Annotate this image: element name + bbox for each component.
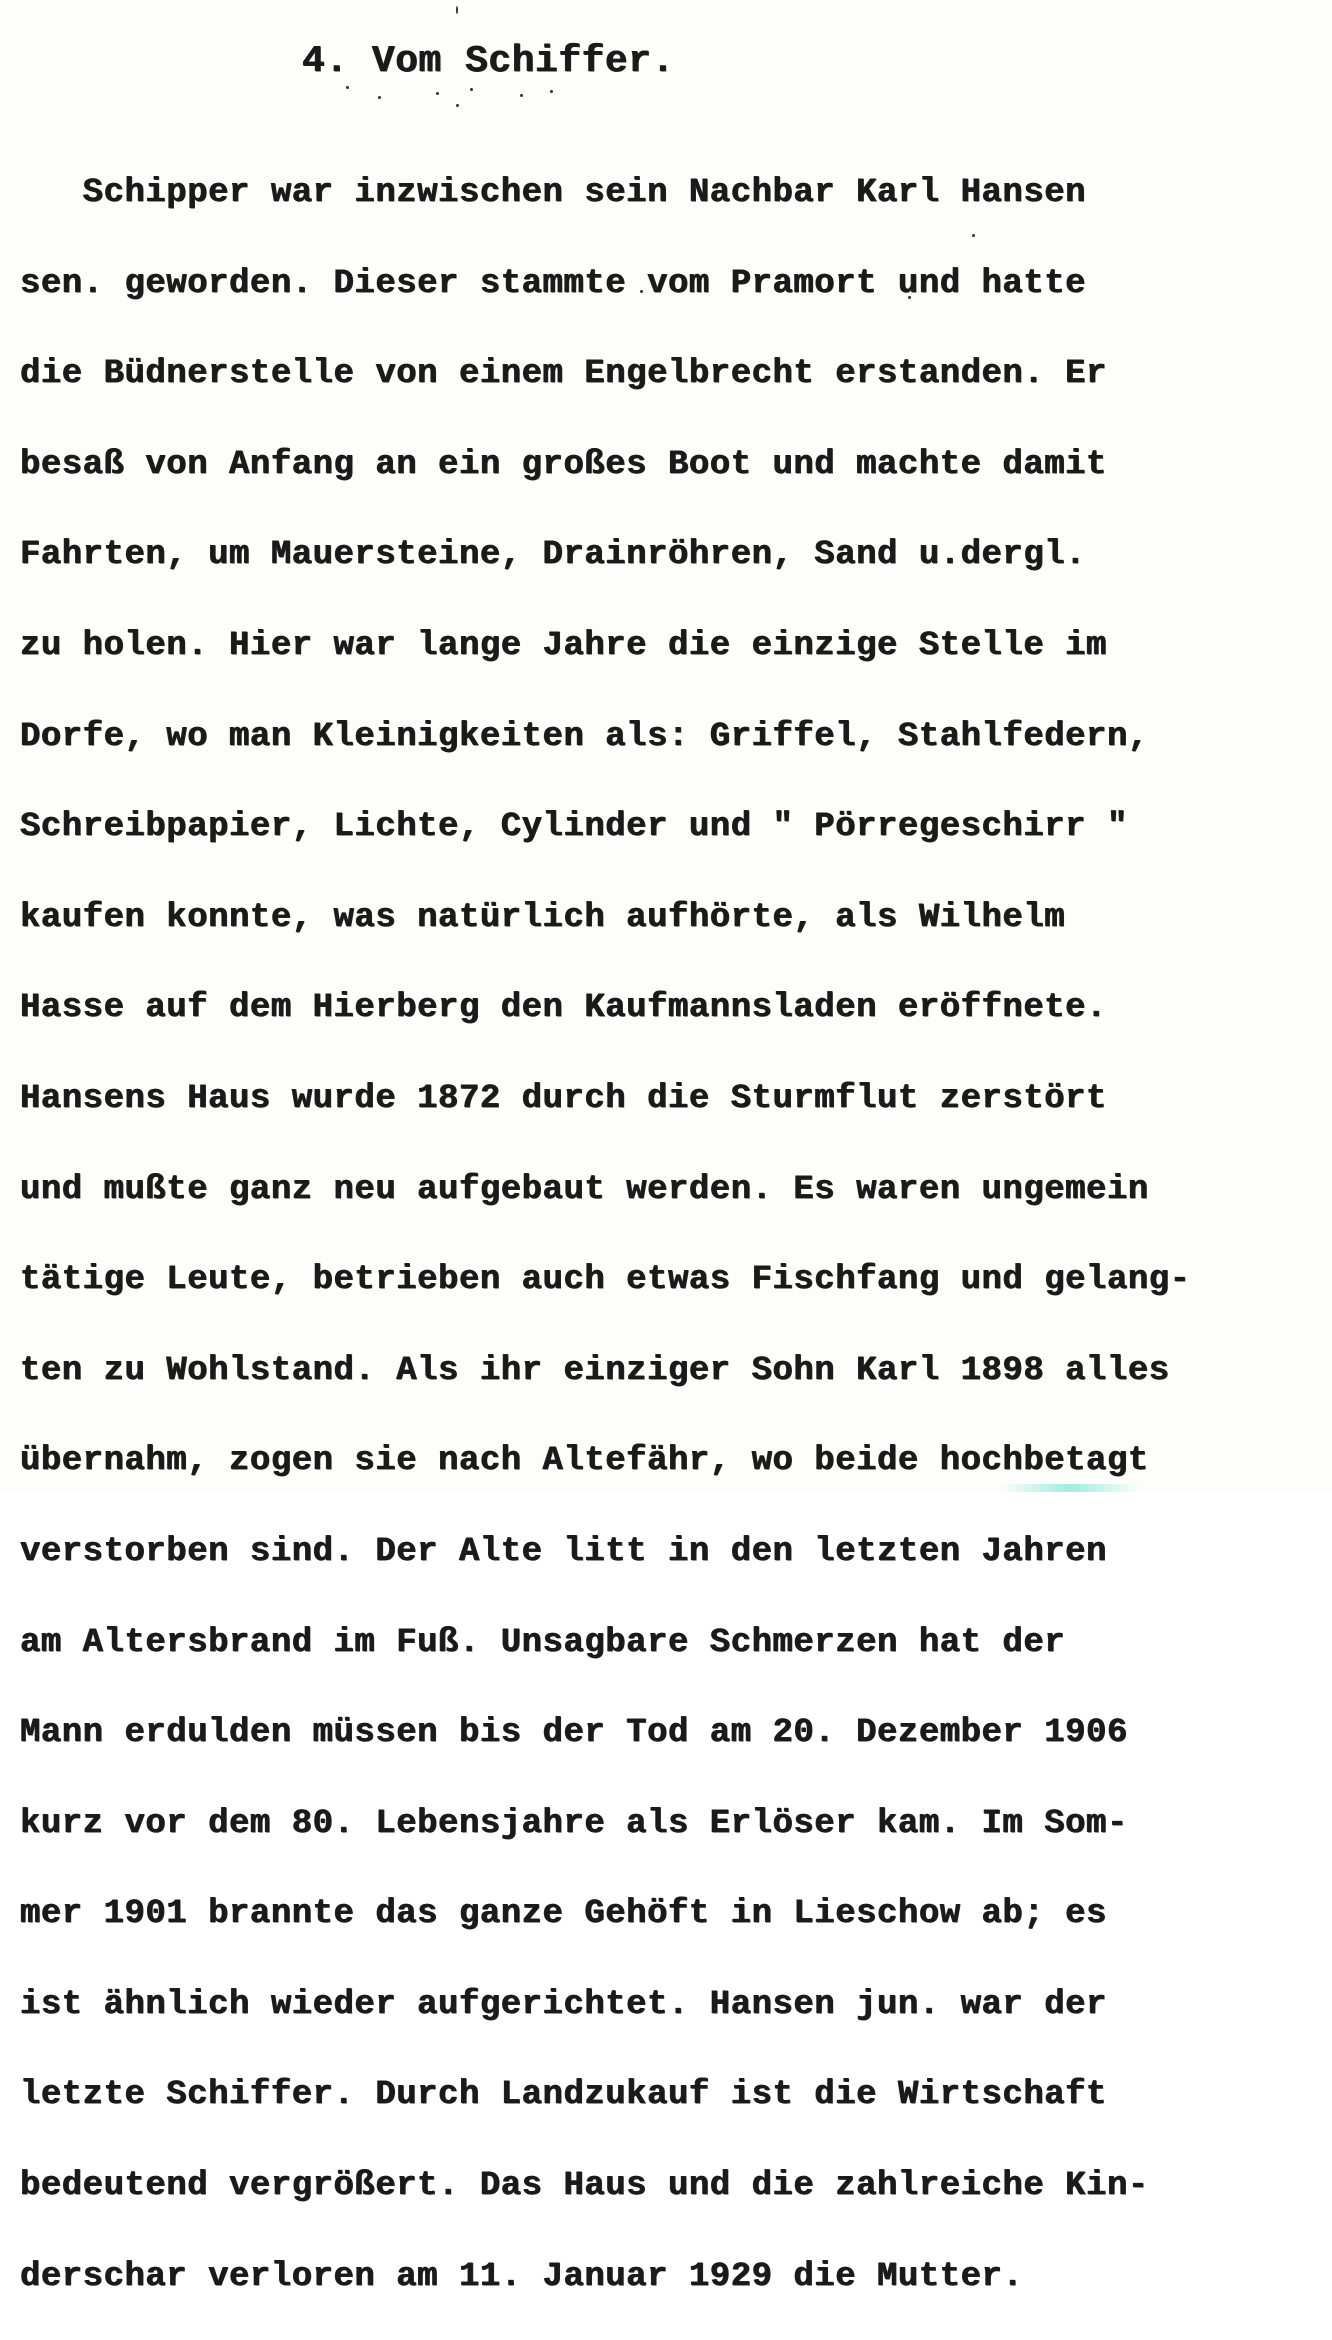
text-line: Schipper war inzwischen sein Nachbar Karl Hansen — [20, 174, 1087, 212]
text-line: derschar verloren am 11. Januar 1929 die Mutter. — [20, 2257, 1024, 2296]
text-line: verstorben sind. Der Alte litt in den letzten Jahren — [20, 1532, 1107, 1571]
scan-speck — [346, 86, 349, 89]
text-line: besaß von Anfang an ein großes Boot und machte damit — [20, 445, 1107, 484]
highlighter-mark — [1000, 1484, 1140, 1492]
scan-speck — [550, 90, 553, 93]
scan-speck — [436, 92, 439, 95]
text-line: und mußte ganz neu aufgebaut werden. Es waren ungemein — [20, 1170, 1149, 1209]
text-line: Dorfe, wo man Kleinigkeiten als: Griffel, Stahlfedern, — [20, 717, 1149, 756]
text-line: tätige Leute, betrieben auch etwas Fischfang und gelang- — [20, 1261, 1191, 1300]
scan-speck — [520, 94, 523, 97]
text-line: kurz vor dem 80. Lebensjahre als Erlöser kam. Im Som- — [20, 1804, 1128, 1843]
page-heading: 4. Vom Schiffer. — [302, 40, 675, 83]
text-line: Fahrten, um Mauersteine, Drainröhren, Sand u.dergl. — [20, 536, 1087, 575]
text-line: bedeutend vergrößert. Das Haus und die zahlreiche Kin- — [20, 2167, 1149, 2206]
text-line: die Büdnerstelle von einem Engelbrecht erstanden. Er — [20, 355, 1107, 394]
scan-speck — [378, 96, 381, 99]
text-line: mer 1901 brannte das ganze Gehöft in Lieschow ab; es — [20, 1895, 1107, 1934]
text-line: ten zu Wohlstand. Als ihr einziger Sohn Karl 1898 alles — [20, 1351, 1170, 1390]
body-text — [20, 130, 1320, 2340]
text-line: Hansens Haus wurde 1872 durch die Sturmflut zerstört — [20, 1079, 1107, 1118]
text-line: am Altersbrand im Fuß. Unsagbare Schmerzen hat der — [20, 1623, 1066, 1662]
text-line: zu holen. Hier war lange Jahre die einzige Stelle im — [20, 626, 1107, 665]
text-line: kaufen konnte, was natürlich aufhörte, als Wilhelm — [20, 898, 1066, 937]
scan-speck — [456, 104, 459, 107]
scan-speck — [470, 88, 473, 91]
text-line: Hasse auf dem Hierberg den Kaufmannsladen eröffnete. — [20, 989, 1107, 1028]
text-line: übernahm, zogen sie nach Altefähr, wo beide hochbetagt — [20, 1442, 1149, 1481]
text-line: Schreibpapier, Lichte, Cylinder und " Pörregeschirr " — [20, 808, 1128, 847]
text-line: Mann erdulden müssen bis der Tod am 20. Dezember 1906 — [20, 1714, 1128, 1753]
text-line: sen. geworden. Dieser stammte vom Pramort und hatte — [20, 264, 1087, 303]
text-line: ist ähnlich wieder aufgerichtet. Hansen jun. war der — [20, 1985, 1107, 2024]
text-line: letzte Schiffer. Durch Landzukauf ist die Wirtschaft — [20, 2076, 1107, 2115]
scan-speck — [456, 6, 458, 14]
